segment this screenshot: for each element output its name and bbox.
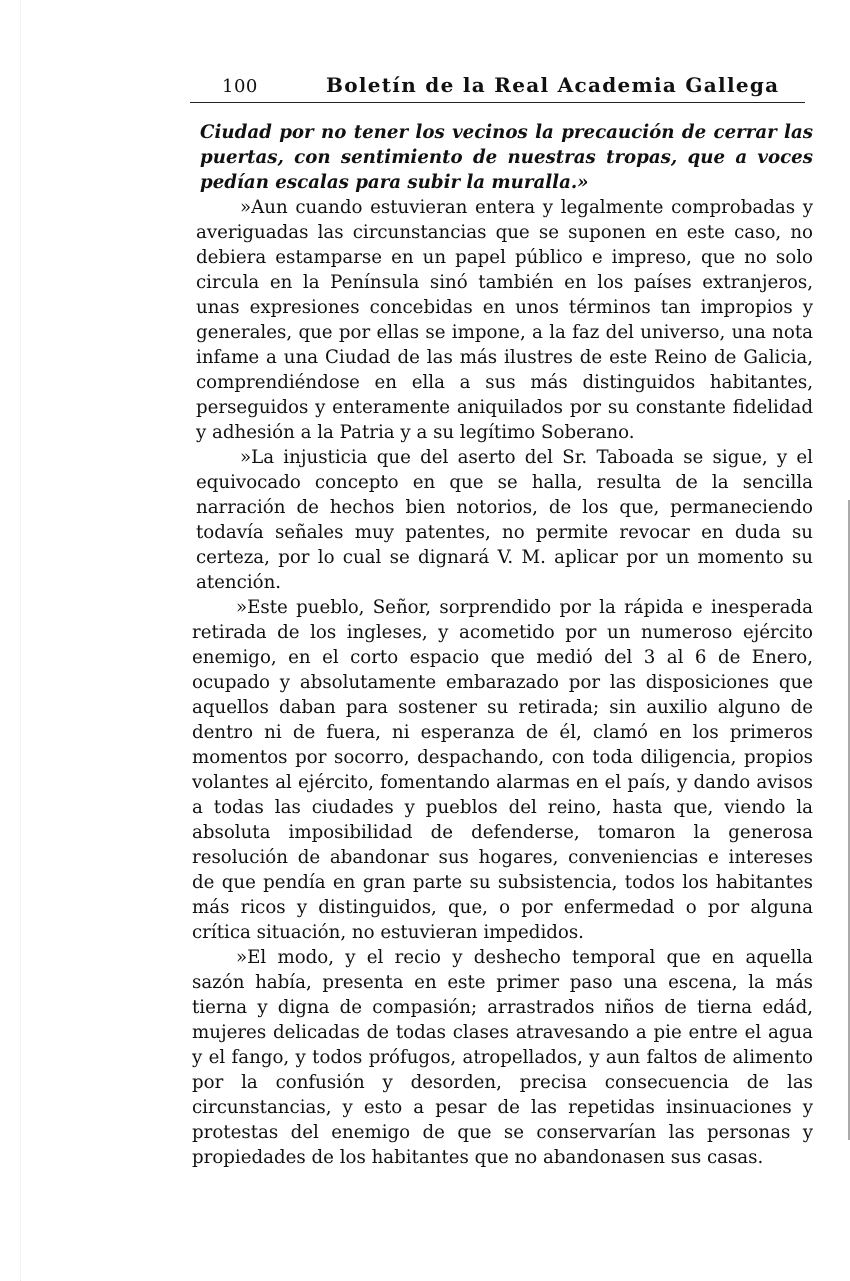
paragraph: »El modo, y el recio y deshecho temporal que en aquella sazón había, presenta en este primer paso una escena, la más tierna y digna de compasión; arrastrados niños de tierna edád, mujeres delicadas de todas clases atravesando a pie entre el agua y el fango, y todos prófugos, atropellados, y aun faltos de alimento por la confusión y desorden, precisa consecuencia de las circunstancias, y esto a pesar de las repetidas insinuaciones y protestas del enemigo de que se conservarían las personas y propiedades de los habitantes que no abandonasen sus casas. — [192, 947, 813, 1168]
running-title: Boletín de la Real Academia Gallega — [326, 73, 780, 97]
paragraph: »Aun cuando estuvieran entera y legalmente comprobadas y averiguadas las circunstancias que se suponen en este caso, no debiera estamparse en un papel público e impreso, que no solo circula en la Península sinó también en los países extranjeros, unas expresiones concebidas en unos términos tan impropios y generales, que por ellas se impone, a la faz del universo, una nota infame a una Ciudad de las más ilustres de este Reino de Galicia, comprendiéndose en ella a sus más distinguidos habitantes, perseguidos y enteramente aniquilados por su constante fidelidad y adhesión a la Patria y a su legítimo Soberano. — [196, 197, 813, 443]
body-text — [190, 120, 813, 1170]
paragraph: »La injusticia que del aserto del Sr. Taboada se sigue, y el equivocado concepto en que se halla, resulta de la sencilla narración de hechos bien notorios, de los que, permaneciendo todavía señales muy patentes, no permite revocar en duda su certeza, por lo cual se dignará V. M. aplicar por un momento su atención. — [196, 447, 813, 593]
quote-ending: Ciudad por no tener los vecinos la precaución de cerrar las puertas, con sentimiento de nuestras tropas, que a voces pedían escalas para subir la muralla.» — [200, 122, 813, 193]
binding-edge — [0, 0, 21, 1281]
paragraph: »Este pueblo, Señor, sorprendido por la rápida e inesperada retirada de los ingleses, y acometido por un numeroso ejército enemigo, en el corto espacio que medió del 3 al 6 de Enero, ocupado y absolutamente embarazado por las disposiciones que aquellos daban para sostener su retirada; sin auxilio alguno de dentro ni de fuera, ni esperanza de él, clamó en los primeros momentos por socorro, despachando, con toda diligencia, propios volantes al ejército, fomentando alarmas en el país, y dando avisos a todas las ciudades y pueblos del reino, hasta que, viendo la absoluta imposibilidad de defenderse, tomaron la generosa resolución de abandonar sus hogares, conveniencias e intereses de que pendía en gran parte su subsistencia, todos los habitantes más ricos y distinguidos, que, o por enfermedad o por alguna crítica situación, no estuvieran impedidos. — [192, 597, 813, 943]
page-number: 100 — [222, 76, 258, 97]
page-header — [190, 70, 805, 103]
